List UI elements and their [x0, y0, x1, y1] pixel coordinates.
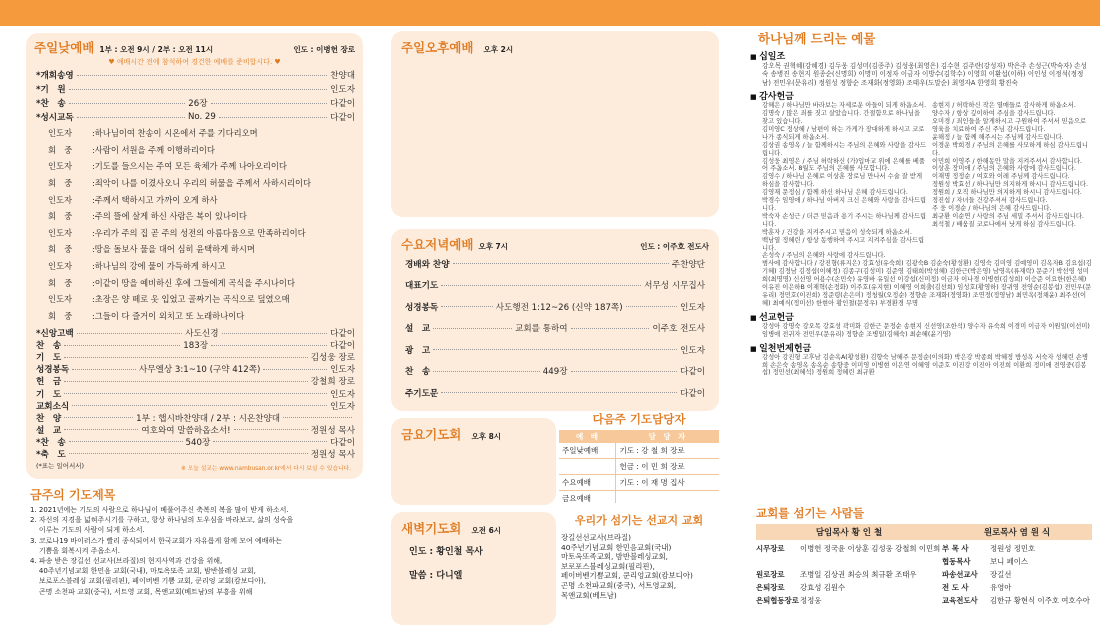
wednesday-order-row — [405, 275, 705, 297]
responsive-colon: : — [92, 227, 95, 238]
prayer-topics-list — [30, 505, 370, 597]
order-person: 찬양대 — [330, 71, 355, 81]
next-week-person: 헌금 : 이 민 희 장로 — [619, 462, 685, 471]
offering-section — [750, 29, 1092, 517]
mission-church-line: 목앤교회(베트남) — [561, 590, 617, 600]
prayer-topics-title: 금주의 기도제목 — [30, 488, 116, 502]
dotted-leader — [64, 381, 308, 382]
order-label: 교회소식 — [36, 401, 70, 412]
dotted-leader — [69, 89, 327, 90]
servant-names-right: 장길선 — [990, 570, 1012, 579]
order-content: 26장 — [188, 99, 208, 109]
responsive-line — [48, 258, 357, 275]
responsive-line — [48, 308, 357, 325]
order-label: 성경봉독 — [36, 365, 70, 376]
responsive-line — [48, 125, 357, 142]
responsive-speaker: 인도자 — [48, 294, 73, 305]
next-week-service: 주일낮예배 — [559, 443, 615, 459]
responsive-line — [48, 158, 357, 175]
offering-title: 하나님께 드리는 예물 — [758, 31, 876, 46]
order-person: 다같이 — [330, 113, 355, 123]
mission-churches-list — [561, 533, 721, 600]
responsive-speaker: 회 중 — [48, 277, 73, 288]
dotted-leader — [441, 392, 677, 393]
responsive-speaker: 회 중 — [48, 144, 73, 155]
responsive-colon: : — [92, 294, 95, 305]
order-label: 찬 송 — [405, 367, 431, 378]
responsive-line — [48, 274, 357, 291]
servant-names-right: 보니 페이스 — [990, 557, 1029, 566]
emeritus-pastor: 원로목사 염 원 식 — [983, 528, 1051, 538]
sunday-afternoon-panel — [391, 31, 719, 217]
order-person: 김성웅 장로 — [310, 353, 355, 364]
servant-row — [756, 568, 1092, 581]
order-content: 1부 : 햅시바찬양대 / 2부 : 시온찬양대 — [136, 413, 281, 424]
responsive-text: 주께서 택하시고 가까이 오게 하사 — [94, 194, 218, 205]
order-content: 사도신경 — [185, 329, 219, 340]
next-week-duty-section — [557, 411, 721, 503]
next-week-person — [615, 491, 719, 504]
order-label: 주기도문 — [405, 388, 439, 399]
dotted-leader — [433, 349, 677, 350]
yearend-offering-list: 강성아 강진형 고후남 김순옥A(황성환) 김향숙 남혜주 문정순(이의화) 박은강 박종희 박혜정 방성옥 서숙자 성혜린 손병희 손은숙 송영옥 송옥순 송향중 이미영 이병현 이은연 이혜영 이준호 이진강 이진아 이진희 이환희 정미애 전영중(김봉섭) 정민선(최혜석) 정원희 정혜린 최규환 — [762, 353, 1089, 377]
dotted-leader — [433, 371, 540, 372]
dotted-leader — [433, 328, 512, 329]
order-person: 정원성 목사 — [310, 449, 355, 460]
order-content: No. 29 — [187, 112, 216, 122]
afternoon-title: 주일오후예배 — [401, 40, 474, 55]
prayer-topic-line: 곤명 소천파 교회(중국), 서트영 교회, 목앤교회(베트남)의 부흥을 위해 — [30, 587, 253, 596]
responsive-speaker: 회 중 — [48, 310, 73, 321]
thanks-tail-list: 범사에 감사합니다 / 강진형(류지은) 강효성(유숙희) 김광숙B 김순숙(황성환) 김영숙 김미영 김예영미 김옥자B 김요섭(김기혜) 김정남 김정섭(이혜정) 김종구(김성미) 김준영 김태희(박성혜) 김한근(박은영) 남영옥(류재락) 문준기 박선영 성미희(최명명) 신선영 어용수(손민숙) 유영바 유일선 이강섭(신미정) 이금자 이나경 이병현(김성희) 이승준 이요한(한은혜) 이유진 이은하B 이재혁(손정화) 이주호(유지현) 이혜영 이희출(김선희) 임성호(황영하) 장귀영 전영순(김봉섭) 전민우(문유리) 정민호(이진희) 정준령(손은미) 정청월(오정순) 정향순 조재화(정영화) 조연정(정영남) 최민옥(정채윤) 최주선(이혜) 최예식(정미선) 한현아 황인철(문정우) 부경환경 무명 — [762, 260, 1092, 307]
wednesday-order-row — [405, 296, 705, 318]
servant-role-left: 은퇴협동장로 — [756, 596, 799, 605]
sunday-note: ♥ 예배시간 전에 참석하여 경건한 예배를 준비합시다. ♥ — [108, 58, 281, 66]
dotted-leader — [69, 103, 186, 104]
next-week-title: 다음주 기도담당자 — [592, 412, 686, 426]
dotted-leader — [234, 429, 308, 430]
order-person: 인도자 — [680, 302, 705, 313]
servants-table — [756, 542, 1092, 607]
responsive-speaker: 인도자 — [48, 261, 73, 272]
thanks-heading: ■ 감사헌금 — [750, 89, 1092, 102]
next-week-head-service: 예 배 — [576, 432, 598, 441]
prayer-topic-line: 2. 자신의 지경을 넓혀주시기를 구하고, 항상 하나님의 도우심을 바라보고, 삶의 성숙을 — [30, 516, 294, 525]
mission-church-line: 마토옥또족교회, 밤반블레싱교회, — [561, 552, 669, 562]
afternoon-time: 오후 2시 — [483, 45, 514, 54]
next-week-row — [559, 459, 719, 475]
prayer-topic-line: 4. 파송 받은 장길선 선교사(브라질)의 현지사역과 건강을 위해, — [30, 557, 223, 566]
servant-row — [756, 594, 1092, 607]
dotted-leader — [64, 417, 133, 418]
dotted-leader — [626, 306, 678, 307]
mission-churches-section — [557, 512, 721, 627]
servant-role-right: 전 도 사 — [942, 583, 969, 592]
responsive-speaker: 회 중 — [48, 244, 73, 255]
responsive-text: 죄악이 나를 이겼사오니 우리의 허물을 주께서 사하시리이다 — [94, 178, 311, 189]
responsive-text: 기도를 들으시는 주여 모든 육체가 주께 나아오리이다 — [94, 161, 287, 172]
order-person: 인도자 — [330, 365, 355, 376]
tithe-heading: ■ 십일조 — [750, 49, 1092, 62]
responsive-colon: : — [92, 211, 95, 222]
order-content: 사도행전 1:12~26 (신약 187쪽) — [495, 302, 623, 313]
order-row — [36, 339, 355, 351]
order-label: *개회송영 — [36, 71, 74, 81]
dawn-leader: 인도 : 황인철 목사 — [409, 547, 483, 557]
mission-churches-title: 우리가 섬기는 선교지 교회 — [574, 514, 704, 527]
wednesday-order-row — [405, 382, 705, 404]
dawn-title: 새벽기도회 — [401, 521, 462, 536]
dotted-leader — [64, 345, 180, 346]
dotted-leader — [441, 285, 641, 286]
servant-role-right: 파송선교사 — [942, 570, 978, 579]
servant-row — [756, 581, 1092, 594]
friday-title: 금요기도회 — [401, 427, 462, 442]
servant-role-right: 협동목사 — [942, 557, 971, 566]
prayer-topic-line: 3. 코로나19 바이러스가 빨리 종식되어서 한국교회가 자유롭게 함께 모여 예배하는 — [30, 536, 282, 545]
stand-up-note: (*표는 일어서서) — [36, 462, 85, 470]
sunday-responsive-reading — [48, 125, 357, 324]
order-person: 인도자 — [330, 389, 355, 400]
next-week-service — [559, 459, 615, 475]
servant-names-right: 정원성 정민호 — [990, 544, 1036, 553]
friday-time: 오후 8시 — [471, 432, 502, 441]
next-week-table — [559, 430, 719, 503]
church-servants-section — [756, 505, 1092, 629]
responsive-text: 땅을 돌보사 물을 대어 심히 윤택하게 하시며 — [94, 244, 255, 255]
responsive-line — [48, 225, 357, 242]
order-content: 교회를 통하여 — [515, 324, 568, 335]
order-row — [36, 82, 355, 96]
wednesday-time: 오후 7시 — [478, 242, 509, 251]
responsive-text: 초장은 양 떼로 옷 입었고 골짜기는 곡식으로 덮였으매 — [94, 294, 290, 305]
mission-church-line: 40주년기념교회 한민음교회(국내) — [561, 542, 672, 552]
servant-row — [756, 542, 1092, 555]
wednesday-service-panel — [391, 229, 719, 411]
order-row — [36, 96, 355, 110]
wednesday-order-row — [405, 253, 705, 275]
order-person: 인도자 — [680, 345, 705, 356]
responsive-text: 하나님의 강에 물이 가득하게 하시고 — [94, 261, 226, 272]
prayer-topic-line: 1. 2021년에는 기도의 사람으로 하나님이 베풀어주신 축복의 복을 많이 받게 하소서. — [30, 506, 289, 514]
dotted-leader — [453, 263, 669, 264]
responsive-colon: : — [92, 310, 95, 321]
sunday-order-bottom — [36, 327, 355, 460]
next-week-row — [559, 443, 719, 459]
sunday-time: 1부 : 오전 9시 / 2부 : 오전 11시 — [99, 45, 214, 54]
order-label: *찬 송 — [36, 99, 66, 109]
order-label: *축 도 — [36, 449, 66, 460]
wednesday-order — [405, 253, 705, 404]
mission-church-line: 장길선선교사(브라질) — [561, 533, 632, 542]
order-row — [36, 400, 355, 412]
prayer-topic-line: 보로포스블레싱 교회(필리핀), 페이버벤 기쁨 교회, 쿤리엉 교회(캄보디아), — [30, 577, 266, 586]
dotted-leader — [571, 371, 678, 372]
dotted-leader — [77, 75, 327, 76]
wednesday-order-row — [405, 339, 705, 361]
order-content: 사무엘상 3:1~10 (구약 412쪽) — [138, 365, 261, 376]
order-content: 540장 — [185, 437, 211, 448]
responsive-text: 우리가 주의 집 곧 주의 성전의 아름다움으로 만족하리이다 — [94, 227, 306, 238]
mission-church-line: 페이버벤기쁨교회, 쿤리엉교회(캄보디아) — [561, 571, 693, 581]
wednesday-order-row — [405, 318, 705, 340]
dotted-leader — [69, 453, 308, 454]
order-row — [36, 110, 355, 124]
responsive-line — [48, 175, 357, 192]
responsive-colon: : — [92, 244, 95, 255]
responsive-speaker: 인도자 — [48, 128, 73, 139]
wednesday-order-row — [405, 361, 705, 383]
order-row — [36, 351, 355, 363]
dotted-leader — [64, 393, 327, 394]
servant-names-left: 이병헌 정국윤 이상훈 김성웅 강철희 이민희 — [800, 544, 941, 553]
order-person: 다같이 — [680, 388, 705, 399]
mission-church-line: 곤명 소천파교회(중국), 서트영교회, — [561, 580, 677, 590]
order-label: 설 교 — [405, 324, 431, 335]
next-week-row — [559, 491, 719, 504]
order-label: *찬 송 — [36, 437, 66, 448]
dotted-leader — [222, 333, 328, 334]
responsive-text: 이같이 땅을 예비하신 후에 그들에게 곡식을 주시나이다 — [94, 277, 295, 288]
order-label: 기 도 — [36, 353, 62, 364]
dawn-prayer-panel — [391, 512, 556, 625]
order-row — [36, 387, 355, 399]
responsive-colon: : — [92, 128, 95, 139]
servant-names-right: 유영아 — [990, 583, 1012, 592]
order-content: 여호와여 말씀하옵소서! — [141, 425, 231, 436]
order-person: 다같이 — [330, 99, 355, 109]
dotted-leader — [64, 357, 308, 358]
order-label: 대표기도 — [405, 281, 439, 292]
order-person: 다같이 — [330, 341, 355, 352]
thanks-left-list: 강혜은 / 하나님만 바라보는 자세로운 아들이 되게 하옵소서. 김명숙 / 많은 죄를 짓고 살았습니다. 간절함으로 하나님을 찾고 있습니다. 김미영C 정상혜 / 남편이 하는 가게가 장대하게 하시고 코로나가 종식되게 하옵소서. 김상권 송영옥 / 늘 함께하시는 주님의 은혜와 사랑을 감사드립니다. 김성웅 최영은 / 주님 허락하신 (가)입마교 위에 은혜를 베풀어 주옵소서. 8월도 주님의 은혜를 사모합니다. 김영수 / 하나님 은혜로 이상훈 장로님 만나서 수술 잘 받게 하심을 감사합니다. 김영재 문정심 / 함께 하신 하나님 은혜 감사드립니다. 박경수 임영애 / 하나님 아버지 크신 은혜와 사랑을 감사드립니다. 박숙자 손성근 / 더큰 믿음과 용기 주시는 하나님께 감사드립니다. 박훈자 / 건강을 지켜주시고 믿음이 성숙되게 하옵소서. 백남열 정혜린 / 항상 동행하여 주시고 지켜주심을 감사드립니다. 손성숙 / 주님의 은혜와 사랑에 감사드립니다. — [762, 102, 927, 260]
dotted-leader — [219, 117, 327, 118]
responsive-colon: : — [92, 178, 95, 189]
order-label: 찬 양 — [36, 413, 62, 424]
sunday-service-panel — [26, 33, 363, 479]
responsive-line — [48, 291, 357, 308]
dotted-leader — [263, 369, 327, 370]
yearend-offering-heading: ■ 일천번제헌금 — [750, 341, 1092, 354]
responsive-speaker: 인도자 — [48, 161, 73, 172]
order-content: 449장 — [542, 367, 568, 378]
order-person: 다같이 — [330, 329, 355, 340]
order-person: 이주호 전도사 — [652, 324, 705, 335]
order-label: *성시교독 — [36, 113, 74, 123]
dawn-text: 말씀 : 다니엘 — [409, 571, 463, 581]
sermon-replay-note: ※ 오늘 설교는 www.nambusan.or.kr에서 다시 보실 수 있습니다. — [180, 466, 351, 472]
responsive-line — [48, 241, 357, 258]
order-person: 주찬양단 — [671, 259, 705, 270]
servant-names-left: 정정웅 — [800, 596, 822, 605]
servant-row — [756, 555, 1092, 568]
prayer-topic-line: 40주년기념교회 한민음 교회(국내), 마토옥또족 교회, 밤반블레싱 교회, — [30, 567, 256, 576]
dotted-leader — [64, 429, 138, 430]
next-week-row — [559, 475, 719, 491]
next-week-person: 기도 : 강 철 희 장로 — [619, 446, 685, 455]
order-label: *기 원 — [36, 85, 66, 95]
responsive-text: 하나님이여 찬송이 시온에서 주를 기다리오며 — [94, 128, 258, 139]
order-person: 다같이 — [330, 437, 355, 448]
order-row — [36, 68, 355, 82]
dotted-leader — [283, 417, 352, 418]
order-label: 경배와 찬양 — [405, 259, 450, 270]
dotted-leader — [77, 333, 183, 334]
tithe-list: 강오목 권혁혜(강혜경) 김두웅 김성미(김종주) 김성웅(최영은) 김수현 김주란(강성자) 박은주 손성근(박숙자) 손성숙 송병진 송현지 원종순(신명희) 이명미 이정자 이금자 이방수(김학수) 이영희 이환섭(이하) 이인성 이정석(정정남) 전민우(문유리) 정원성 정향순 조재화(정영화) 조태우(도말순) 최영자A 한영희 황진숙 — [762, 62, 1087, 87]
responsive-line — [48, 142, 357, 159]
responsive-colon: : — [92, 161, 95, 172]
friday-panel — [391, 418, 556, 505]
order-person: 서무성 시무집사 — [644, 281, 705, 292]
prayer-topic-line: 이루는 기도의 사람이 되게 하소서. — [30, 526, 145, 535]
order-content: 183장 — [183, 341, 209, 352]
next-week-service: 금요예배 — [559, 491, 615, 504]
order-label: 설 교 — [36, 425, 62, 436]
responsive-text: 그들이 다 즐거이 외치고 또 노래하나이다 — [94, 310, 245, 321]
dotted-leader — [72, 369, 136, 370]
servant-role-left: 은퇴장로 — [756, 583, 785, 592]
dotted-leader — [72, 405, 327, 406]
top-accent-bar — [0, 0, 1100, 26]
next-week-head-person: 담 당 자 — [648, 432, 686, 441]
dotted-leader — [77, 117, 185, 118]
servants-title: 교회를 섬기는 사람들 — [756, 506, 864, 520]
sunday-leader: 인도 : 이병헌 장로 — [293, 45, 355, 54]
prayer-topic-line: 기쁨을 회복시켜 주옵소서. — [30, 546, 120, 555]
responsive-text: 사람이 서원을 주께 이행하리이다 — [94, 144, 215, 155]
wednesday-leader: 인도 : 이주호 전도사 — [640, 242, 709, 251]
servant-names-right: 김한규 황현식 이주호 여호수아 — [990, 596, 1090, 605]
dotted-leader — [571, 328, 650, 329]
dotted-leader — [441, 306, 493, 307]
responsive-speaker: 인도자 — [48, 227, 73, 238]
responsive-colon: : — [92, 261, 95, 272]
responsive-colon: : — [92, 277, 95, 288]
dotted-leader — [211, 345, 327, 346]
prayer-topics-section — [30, 486, 370, 626]
responsive-line — [48, 208, 357, 225]
dotted-leader — [69, 441, 183, 442]
responsive-speaker: 회 중 — [48, 178, 73, 189]
dotted-leader — [211, 103, 328, 104]
sunday-title: 주일낮예배 — [34, 40, 95, 55]
senior-pastor: 담임목사 황 인 철 — [815, 528, 883, 538]
order-row — [36, 424, 355, 436]
mission-offering-heading: ■ 선교헌금 — [750, 310, 1092, 323]
order-label: 찬 송 — [36, 341, 62, 352]
mission-offering-list: 강성아 강명숙 강오목 강효성 곽미화 김한근 문정순 송현지 신선영(조한석) 양수자 유숙희 이경미 이금자 이원일(이선미) 임병애 전귀자 전민우(문유리) 정향순 조병일(김혜숙) 최순혜(윤기영) — [762, 322, 1090, 338]
responsive-colon: : — [92, 194, 95, 205]
next-week-service: 수요예배 — [559, 475, 615, 491]
order-label: 광 고 — [405, 345, 431, 356]
dawn-time: 오전 6시 — [471, 526, 502, 535]
order-person: 정원성 목사 — [310, 425, 355, 436]
wednesday-title: 수요저녁예배 — [401, 237, 474, 252]
order-person: 강철희 장로 — [310, 377, 355, 388]
order-row — [36, 363, 355, 375]
servant-names-left: 강효성 김원수 — [800, 583, 846, 592]
servant-names-left: 조병일 김상권 최승의 최규환 조태우 — [800, 570, 917, 579]
order-row — [36, 448, 355, 460]
responsive-speaker: 인도자 — [48, 194, 73, 205]
order-label: 성경봉독 — [405, 302, 439, 313]
servant-role-left: 시무장로 — [756, 544, 785, 553]
responsive-colon: : — [92, 144, 95, 155]
servant-role-left: 원로장로 — [756, 570, 785, 579]
order-label: *신앙고백 — [36, 329, 74, 340]
sunday-order-top — [36, 68, 355, 124]
order-person: 인도자 — [330, 401, 355, 412]
responsive-speaker: 회 중 — [48, 211, 73, 222]
servant-role-right: 부 목 사 — [942, 544, 969, 553]
order-row — [36, 327, 355, 339]
order-person: 인도자 — [330, 85, 355, 95]
thanks-right-list: 송현지 / 허락하신 작은 열매들로 감사하게 하옵소서. 양수자 / 항상 깊이하여 주심을 감사드립니다. 오미경 / 죄인들을 알게하시고 구원하여 주셔서 믿음으로 영육을 치료하여 주신 주님 감사드립니다. 윤해정 / 늘 함께 해주시는 주님께 감사드립니다. 이경운 박희경 / 주님의 은혜를 사모하게 하심 감사드립니다. 이민희 이영주 / 한해동안 말을 지켜주셔서 감사합니다. 이상훈 장미애 / 주님의 은혜와 사랑에 감사드립니다. 이재명 정정순 / 여호와 이레 주님께 감사드립니다. 정원성 박효선 / 하나님만 의지하게 하시니 감사드립니다. 정원희 / 오직 하나님만 의지하게 하시니 감사드립니다. 정진섭 / 자녀들 건강주셔서 감사드립니다. 주 웅 이경순 / 하나님의 은혜 감사드립니다. 최규환 이순연 / 사랑의 주님 세밀 주셔서 감사드립니다. 최석철 / 배움질 코로나에서 낫게 하심 감사드립니다. — [931, 102, 1089, 228]
order-person: 다같이 — [680, 367, 705, 378]
responsive-line — [48, 191, 357, 208]
servant-role-right: 교육전도사 — [942, 596, 978, 605]
order-row — [36, 436, 355, 448]
mission-church-line: 보로포스블레싱교회(필리핀), — [561, 561, 655, 571]
order-label: 헌 금 — [36, 377, 62, 388]
order-row — [36, 412, 355, 424]
dotted-leader — [213, 441, 327, 442]
order-label: 기 도 — [36, 389, 62, 400]
responsive-text: 주의 뜰에 살게 하신 사람은 복이 있나이다 — [94, 211, 247, 222]
order-row — [36, 375, 355, 387]
next-week-person: 기도 : 이 재 명 집사 — [619, 478, 685, 487]
